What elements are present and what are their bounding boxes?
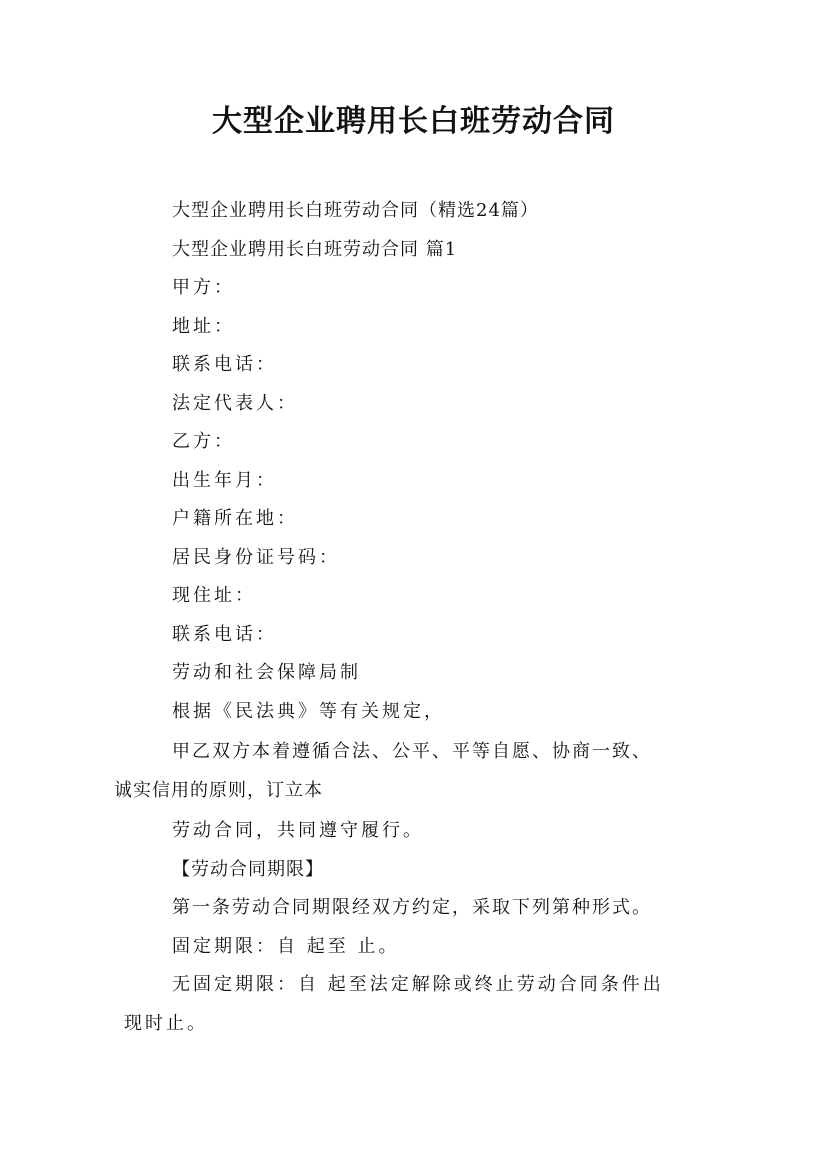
field-address: 地址： xyxy=(172,315,235,337)
field-id-number: 居民身份证号码： xyxy=(172,546,340,568)
paragraph-principles: 甲乙双方本着遵循合法、公平、平等自愿、协商一致、 xyxy=(172,741,652,762)
paragraph-mutual-compliance: 劳动合同，共同遵守履行。 xyxy=(172,820,424,841)
field-party-b: 乙方： xyxy=(172,431,235,452)
option-open-term: 无固定期限：自 起至法定解除或终止劳动合同条件出 xyxy=(172,974,664,995)
field-phone-a: 联系电话： xyxy=(172,354,277,375)
field-current-address: 现住址： xyxy=(172,585,256,606)
paragraph-issuer: 劳动和社会保障局制 xyxy=(172,662,361,683)
field-legal-representative: 法定代表人： xyxy=(172,392,298,414)
section-heading-contract-term: 【劳动合同期限】 xyxy=(172,858,324,880)
paragraph-principles-continued: 诚实信用的原则，订立本 xyxy=(114,779,323,801)
field-birth-date: 出生年月： xyxy=(172,469,277,491)
document-title: 大型企业聘用长白班劳动合同 xyxy=(212,104,615,139)
article-1: 第一条劳动合同期限经双方约定，采取下列第种形式。 xyxy=(172,897,652,918)
option-fixed-term: 固定期限：自 起至 止。 xyxy=(172,935,400,957)
document-body xyxy=(114,192,726,1043)
paragraph-basis: 根据《民法典》等有关规定， xyxy=(172,700,445,722)
paragraph-subtitle: 大型企业聘用长白班劳动合同（精选24篇） xyxy=(172,200,539,221)
field-household-registration: 户籍所在地： xyxy=(172,508,298,529)
field-party-a: 甲方： xyxy=(172,277,235,298)
field-phone-b: 联系电话： xyxy=(172,623,277,645)
paragraph-section-heading: 大型企业聘用长白班劳动合同 篇1 xyxy=(172,238,458,260)
option-open-term-continued: 现时止。 xyxy=(124,1012,208,1034)
